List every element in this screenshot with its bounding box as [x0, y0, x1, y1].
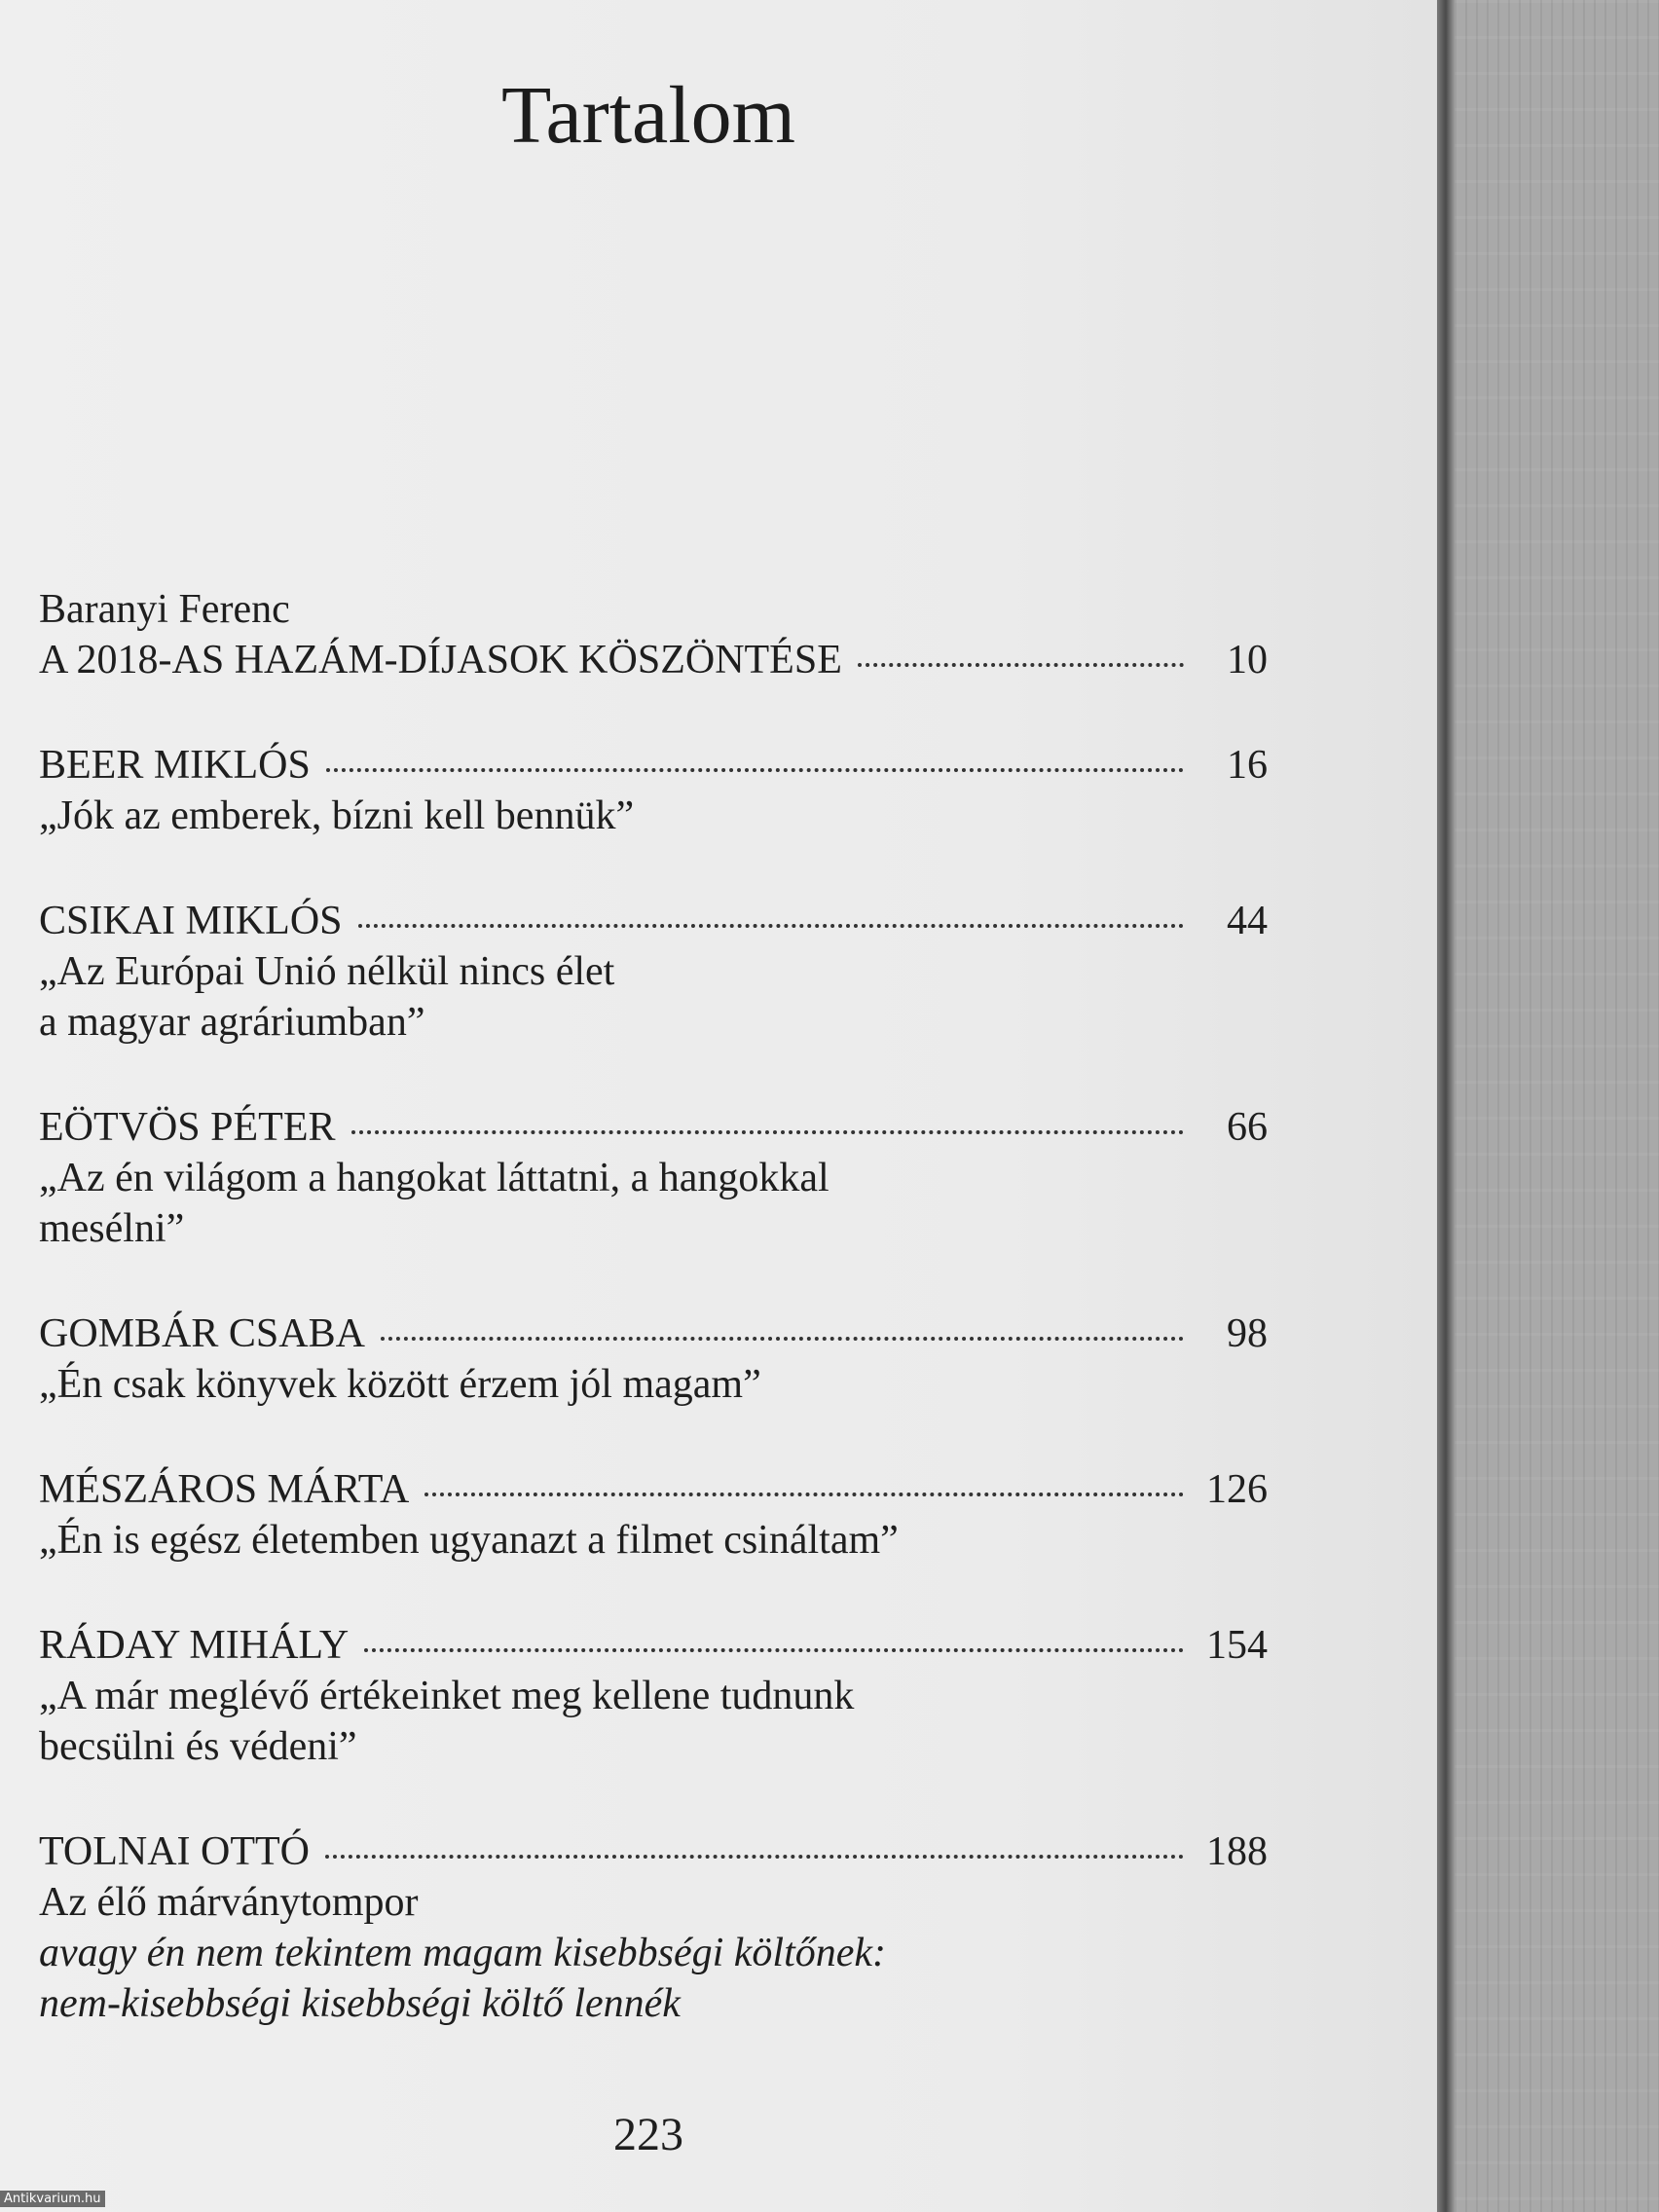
toc-entry-name: TOLNAI OTTÓ — [39, 1829, 311, 1874]
toc-entry-name: EÖTVÖS PÉTER — [39, 1105, 336, 1150]
toc-heading-line — [39, 1620, 1268, 1671]
toc-entry — [39, 896, 1268, 1048]
page-number: 223 — [613, 2109, 683, 2160]
toc-entry-name: RÁDAY MIHÁLY — [39, 1623, 350, 1668]
toc-page-number: 16 — [1227, 743, 1268, 788]
toc-entry — [39, 1309, 1268, 1410]
toc-heading-line — [39, 1464, 1268, 1515]
toc-entry-name: MÉSZÁROS MÁRTA — [39, 1467, 410, 1512]
toc-entry-name: GOMBÁR CSABA — [39, 1311, 365, 1356]
dot-leader — [381, 1337, 1184, 1341]
toc-entry-name: CSIKAI MIKLÓS — [39, 899, 343, 943]
toc-subtitle: „Én csak könyvek között érzem jól magam” — [39, 1362, 761, 1407]
dot-leader — [358, 924, 1184, 928]
toc-subtitle: a magyar agráriumban” — [39, 1000, 425, 1045]
table-of-contents — [39, 584, 1268, 2029]
toc-subtitle: becsülni és védeni” — [39, 1724, 357, 1769]
dot-leader — [424, 1493, 1184, 1496]
toc-entry-title: A 2018-AS HAZÁM-DÍJASOK KÖSZÖNTÉSE — [39, 638, 842, 682]
toc-heading-line — [39, 740, 1268, 791]
dot-leader — [326, 768, 1184, 772]
toc-subtitle-italic: avagy én nem tekintem magam kisebbségi költőnek: — [39, 1931, 887, 1975]
toc-page-number: 98 — [1227, 1311, 1268, 1356]
toc-page-number: 10 — [1227, 638, 1268, 682]
toc-heading-line — [39, 635, 1268, 685]
toc-subtitle-italic: nem-kisebbségi kisebbségi költő lennék — [39, 1981, 681, 2026]
toc-page-number: 154 — [1206, 1623, 1268, 1668]
toc-entry — [39, 1620, 1268, 1772]
toc-page-number: 188 — [1206, 1829, 1268, 1874]
toc-page-number: 126 — [1206, 1467, 1268, 1512]
toc-heading-line — [39, 1309, 1268, 1359]
toc-entry — [39, 584, 1268, 685]
watermark: Antikvarium.hu — [0, 2191, 105, 2207]
toc-heading-line — [39, 1102, 1268, 1153]
toc-entry-name: BEER MIKLÓS — [39, 743, 311, 788]
toc-subtitle: Az élő márványtompor — [39, 1880, 419, 1925]
dot-leader — [325, 1855, 1184, 1859]
toc-heading-line — [39, 1826, 1268, 1877]
toc-page-number: 66 — [1227, 1105, 1268, 1150]
toc-entry — [39, 1464, 1268, 1566]
dot-leader — [351, 1130, 1185, 1134]
toc-subtitle: „Én is egész életemben ugyanazt a filmet csináltam” — [39, 1518, 899, 1563]
toc-subtitle: „Jók az emberek, bízni kell bennük” — [39, 793, 635, 838]
toc-heading-line — [39, 896, 1268, 946]
toc-author: Baranyi Ferenc — [39, 587, 290, 632]
wood-background — [1455, 0, 1659, 2212]
toc-subtitle: „Az Európai Unió nélkül nincs élet — [39, 949, 615, 994]
toc-entry — [39, 1826, 1268, 2029]
book-spine-edge — [1437, 0, 1455, 2212]
toc-entry — [39, 740, 1268, 841]
dot-leader — [858, 663, 1184, 667]
page-title: Tartalom — [501, 70, 795, 161]
dot-leader — [364, 1648, 1184, 1652]
toc-subtitle: mesélni” — [39, 1206, 185, 1251]
toc-subtitle: „Az én világom a hangokat láttatni, a hangokkal — [39, 1156, 830, 1200]
toc-subtitle: „A már meglévő értékeinket meg kellene tudnunk — [39, 1674, 855, 1718]
toc-entry — [39, 1102, 1268, 1254]
toc-page-number: 44 — [1227, 899, 1268, 943]
